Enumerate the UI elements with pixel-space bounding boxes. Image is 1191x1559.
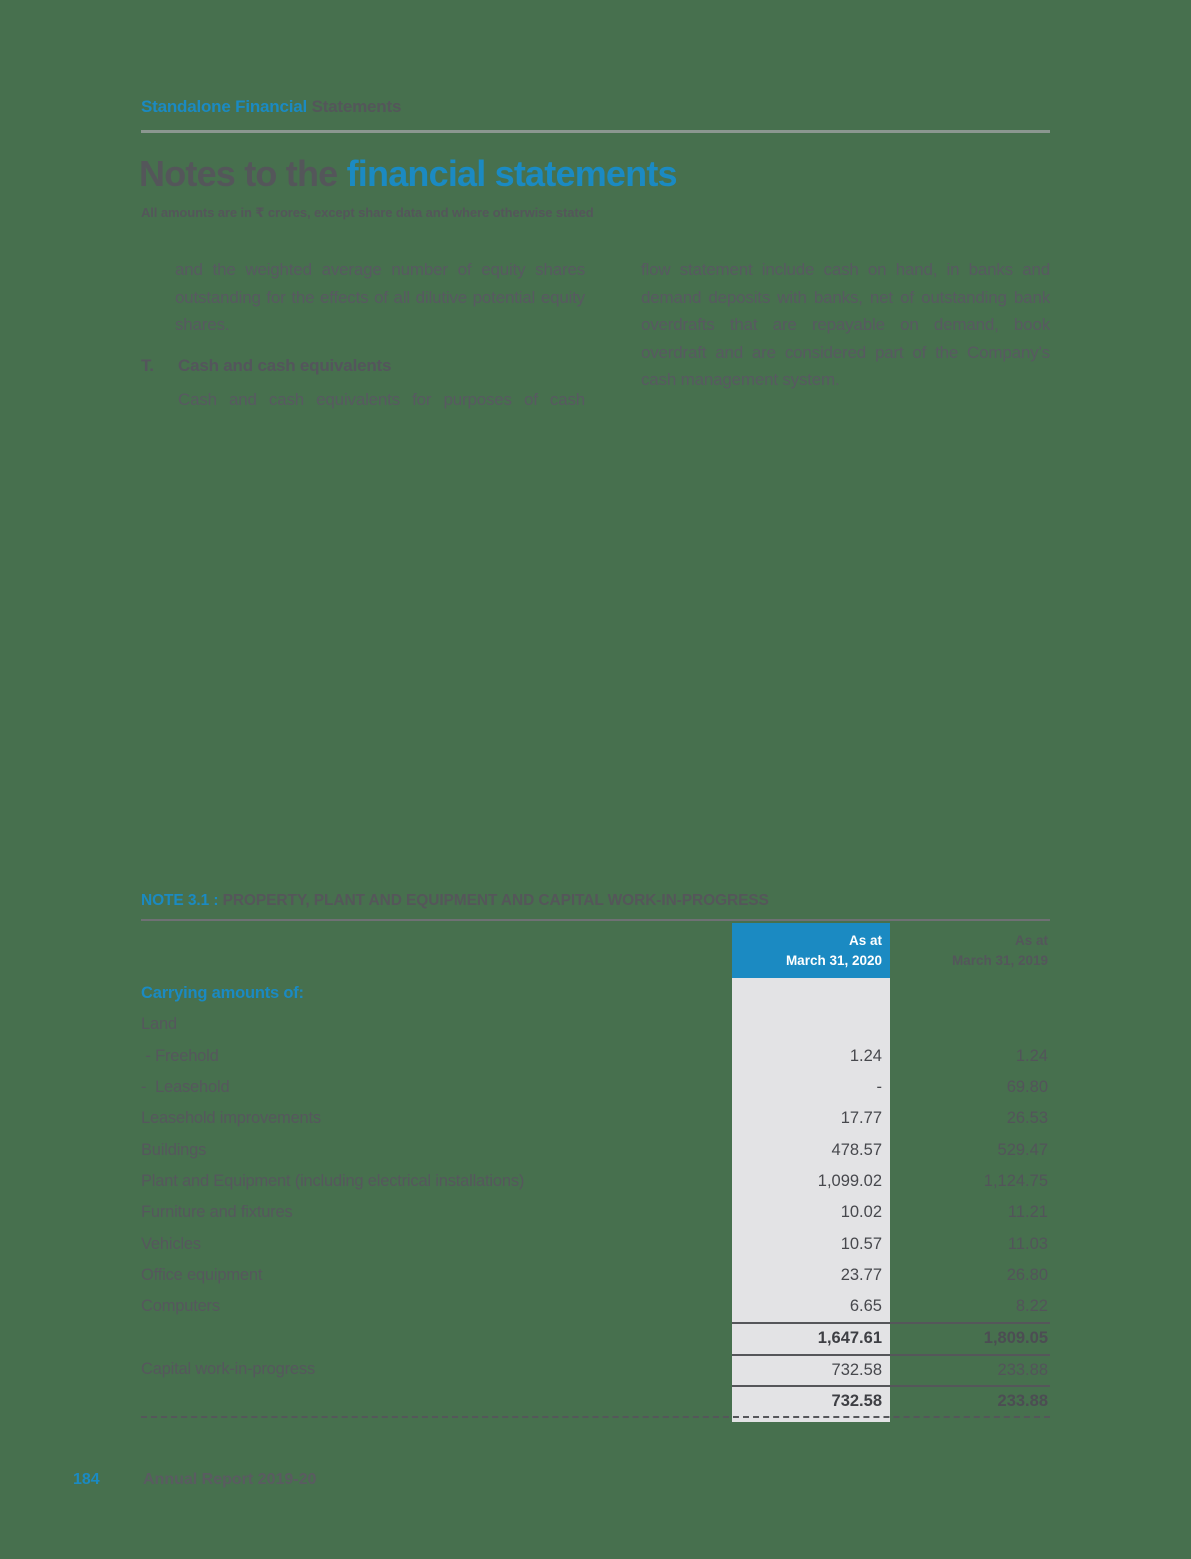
value-2020: - (876, 1078, 882, 1097)
page-title-gray: Notes to the (139, 153, 347, 194)
table-row (141, 1354, 1050, 1385)
value-2020: 6.65 (849, 1297, 882, 1316)
footer-report-name: Annual Report 2019-20 (143, 1471, 317, 1488)
note-heading (141, 892, 769, 910)
note-title: PROPERTY, PLANT AND EQUIPMENT AND CAPITAL WORK-IN-PROGRESS (222, 892, 769, 909)
row-label: Plant and Equipment (including electrical installations) (141, 1171, 525, 1190)
value-2019: 233.88 (997, 1360, 1048, 1379)
header-divider (141, 130, 1050, 133)
value-2019: 26.53 (1006, 1109, 1048, 1128)
table-row-total (141, 1385, 1050, 1416)
table-row (141, 1260, 1050, 1291)
row-label: Furniture and fixtures (141, 1203, 293, 1222)
header-brand-blue: Standalone Financial (141, 97, 308, 116)
row-label: Capital work-in-progress (141, 1359, 316, 1378)
header-brand-gray: Statements (307, 97, 402, 116)
row-label: Vehicles (141, 1234, 201, 1253)
table-row (141, 1041, 1050, 1072)
value-2020: 10.57 (840, 1234, 882, 1253)
value-2019: 1.24 (1015, 1046, 1048, 1065)
table-row (141, 1103, 1050, 1134)
table-row (141, 1197, 1050, 1228)
column-header-2020-line2: March 31, 2020 (785, 953, 882, 968)
value-2019: 1,124.75 (983, 1171, 1048, 1190)
row-label: - Freehold (141, 1046, 219, 1065)
section-title: Cash and cash equivalents (178, 355, 392, 375)
row-label: Buildings (141, 1140, 207, 1159)
value-2019: 69.80 (1006, 1078, 1048, 1097)
table-row-subtotal (141, 1322, 1050, 1353)
page-number: 184 (73, 1471, 100, 1488)
value-2019: 8.22 (1015, 1297, 1048, 1316)
row-label: Land (141, 1015, 177, 1034)
value-2020: 732.58 (831, 1392, 882, 1410)
table-row (141, 1228, 1050, 1259)
value-2020: 1.24 (849, 1046, 882, 1065)
page-title-blue: financial statements (346, 153, 677, 194)
amounts-note: All amounts are in ₹ crores, except share data and where otherwise stated (141, 205, 594, 220)
paragraph-flow-statement: flow statement include cash on hand, in banks and demand deposits with banks, net of outstanding bank overdrafts that are repayable on demand, book overdraft and are considered part of the Company’s cash management system. (641, 260, 1050, 389)
value-2020: 1,099.02 (817, 1171, 882, 1190)
table-row (141, 1072, 1050, 1103)
value-2020: 10.02 (840, 1203, 882, 1222)
paragraph-dilutive-shares: and the weighted average number of equity shares outstanding for the effects of all dilutive potential equity shares. (175, 260, 585, 334)
row-label: Computers (141, 1297, 220, 1316)
paragraph-cash-equivalents: Cash and cash equivalents for purposes of cash (178, 390, 585, 409)
table-row (141, 1009, 1050, 1040)
value-2020: 478.57 (831, 1140, 882, 1159)
row-label: Carrying amounts of: (141, 984, 304, 1003)
column-header-2019 (890, 923, 1050, 978)
table-row (141, 1166, 1050, 1197)
value-2019: 11.03 (1007, 1234, 1048, 1253)
section-letter: T. (141, 355, 154, 375)
row-label: - Leasehold (141, 1078, 230, 1097)
value-2019: 233.88 (997, 1392, 1048, 1410)
table-row (141, 1291, 1050, 1322)
column-header-2020 (732, 923, 890, 978)
value-2020: 1,647.61 (817, 1329, 882, 1348)
ppe-table (141, 978, 1050, 1416)
table-row (141, 1134, 1050, 1165)
value-2020: 17.77 (840, 1109, 882, 1128)
value-2019: 529.47 (997, 1140, 1048, 1159)
column-header-2020-line1: As at (848, 933, 882, 948)
table-top-rule (141, 919, 1050, 921)
value-2019: 26.80 (1006, 1265, 1048, 1284)
column-header-2019-line1: As at (1014, 933, 1048, 948)
note-number: NOTE 3.1 : (141, 892, 223, 909)
value-2019: 11.21 (1007, 1203, 1048, 1222)
value-2020: 23.77 (840, 1265, 882, 1284)
text-column-left (141, 256, 585, 414)
page-header (141, 97, 401, 117)
value-2019: 1,809.05 (983, 1329, 1048, 1348)
text-column-right (641, 256, 1050, 394)
table-row (141, 978, 1050, 1009)
value-2020: 732.58 (831, 1360, 882, 1379)
table-bottom-dashed-rule (141, 1416, 1050, 1418)
column-header-2019-line2: March 31, 2019 (951, 953, 1048, 968)
section-heading (141, 352, 585, 380)
row-label: Office equipment (141, 1265, 263, 1284)
page-title (139, 153, 677, 195)
row-label: Leasehold improvements (141, 1109, 321, 1128)
